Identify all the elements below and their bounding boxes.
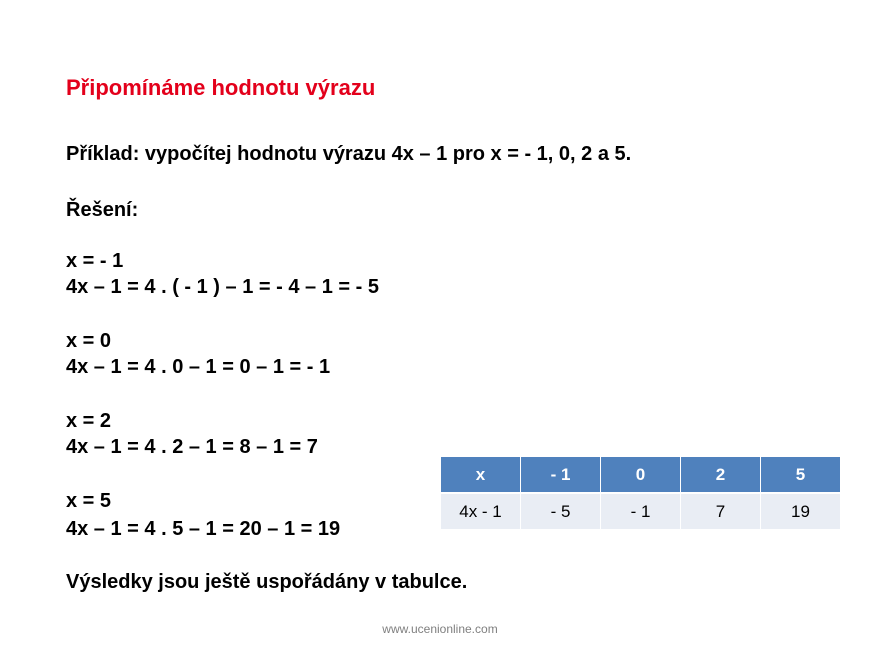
table-row (441, 493, 840, 529)
table-cell: - 5 (521, 493, 601, 529)
solution-heading: Řešení: (66, 199, 139, 221)
case-calc-line: 4x – 1 = 4 . 5 – 1 = 20 – 1 = 19 (66, 518, 341, 540)
case-x-line: x = 0 (66, 330, 112, 352)
case-x-line: x = 2 (66, 410, 112, 432)
table-header-cell: 2 (681, 457, 761, 493)
case-x-line: x = 5 (66, 490, 112, 512)
case-calc-line: 4x – 1 = 4 . ( - 1 ) – 1 = - 4 – 1 = - 5 (66, 276, 379, 298)
conclusion-text: Výsledky jsou ještě uspořádány v tabulce. (66, 571, 468, 593)
page-title: Připomínáme hodnotu výrazu (66, 75, 376, 100)
task-text: Příklad: vypočítej hodnotu výrazu 4x – 1 pro x = - 1, 0, 2 a 5. (66, 143, 632, 165)
table-header-cell: x (441, 457, 521, 493)
footer-url: www.ucenionline.com (382, 622, 498, 636)
case-x-line: x = - 1 (66, 250, 124, 272)
table-cell: 4x - 1 (441, 493, 521, 529)
case-calc-line: 4x – 1 = 4 . 2 – 1 = 8 – 1 = 7 (66, 436, 318, 458)
table-cell: 7 (681, 493, 761, 529)
table-cell: - 1 (601, 493, 681, 529)
table-header-row (441, 457, 840, 493)
results-table (441, 457, 840, 529)
case-calc-line: 4x – 1 = 4 . 0 – 1 = 0 – 1 = - 1 (66, 356, 331, 378)
table-cell: 19 (761, 493, 841, 529)
table-header-cell: 5 (761, 457, 841, 493)
table-header-cell: - 1 (521, 457, 601, 493)
table-header-cell: 0 (601, 457, 681, 493)
